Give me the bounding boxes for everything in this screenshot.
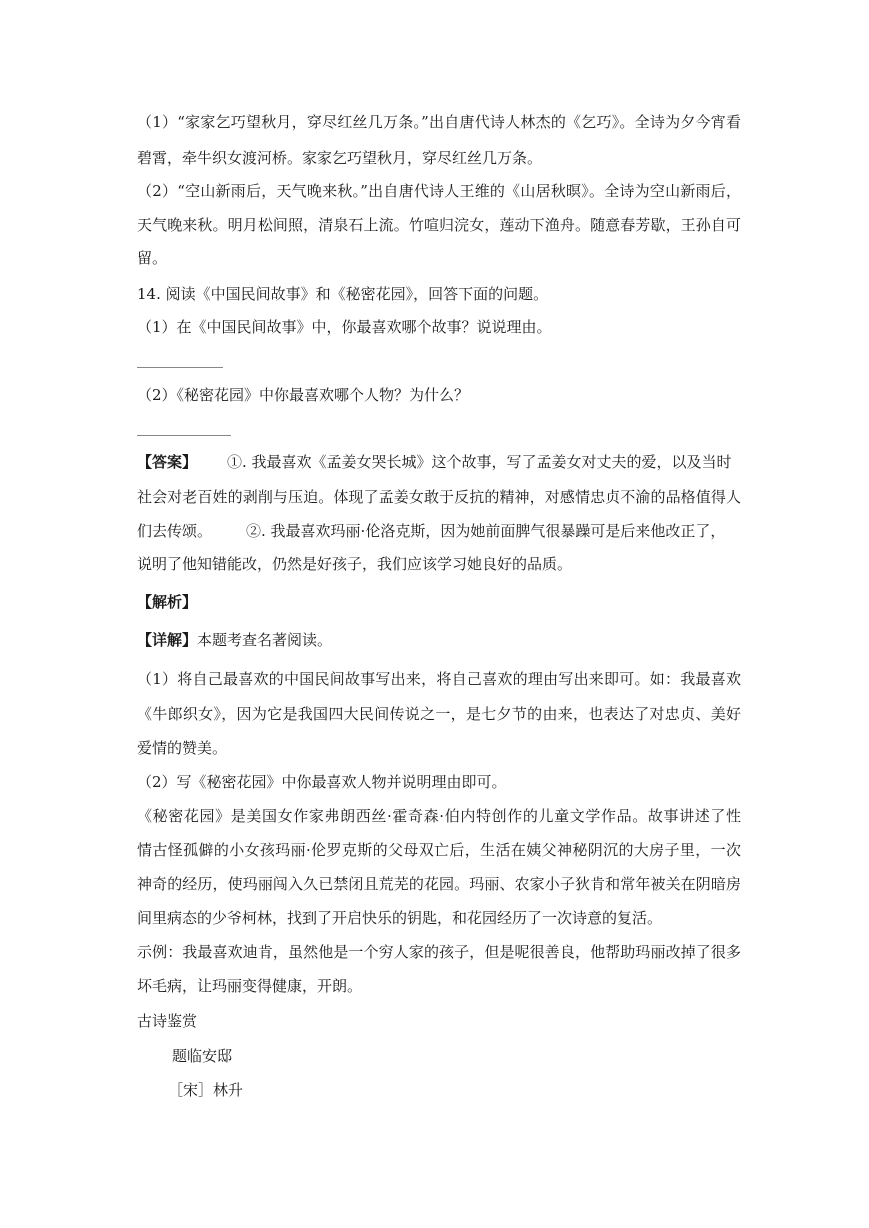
note2-line3: 留。 xyxy=(137,249,168,267)
answer-label: 【答案】 xyxy=(137,453,198,471)
answer-blank-line-2 xyxy=(137,435,231,436)
poem-section-heading: 古诗鉴赏 xyxy=(137,1012,198,1030)
analysis-p2: （2）写《秘密花园》中你最喜欢人物并说明理由即可。 xyxy=(137,773,507,791)
answer-text-3b: ②. 我最喜欢玛丽·伦洛克斯，因为她前面脾气很暴躁可是后来他改正了， xyxy=(246,522,726,540)
analysis-p3-line1: 《秘密花园》是美国女作家弗朗西丝·霍奇森·伯内特创作的儿童文学作品。故事讲述了性 xyxy=(137,807,741,825)
analysis-p3-line3: 神奇的经历，使玛丽闯入久已禁闭且荒芜的花园。玛丽、农家小子狄肯和常年被关在阴暗房 xyxy=(137,875,741,893)
analysis-p1-line1: （1）将自己最喜欢的中国民间故事写出来，将自己喜欢的理由写出来即可。如：我最喜欢 xyxy=(137,670,741,688)
answer-line1 xyxy=(137,452,732,472)
note2-line1: （2）“空山新雨后，天气晚来秋。”出自唐代诗人王维的《山居秋暝》。全诗为空山新雨后， xyxy=(137,182,741,200)
answer-line4: 说明了他知错能改，仍然是好孩子，我们应该学习她良好的品质。 xyxy=(137,555,573,573)
answer-line3 xyxy=(137,521,725,541)
question-14-sub1: （1）在《中国民间故事》中，你最喜欢哪个故事？说说理由。 xyxy=(137,318,552,336)
answer-text-1: ①. 我最喜欢《孟姜女哭长城》这个故事，写了孟姜女对丈夫的爱，以及当时 xyxy=(227,453,732,471)
analysis-label: 【解析】 xyxy=(137,593,198,611)
analysis-p3-line4: 间里病态的少爷柯林，找到了开启快乐的钥匙，和花园经历了一次诗意的复活。 xyxy=(137,909,663,927)
detail-text: 本题考查名著阅读。 xyxy=(197,631,333,649)
analysis-p4-line1: 示例：我最喜欢迪肯，虽然他是一个穷人家的孩子，但是呢很善良，他帮助玛丽改掉了很多 xyxy=(137,943,741,961)
answer-line2: 社会对老百姓的剥削与压迫。体现了孟姜女敢于反抗的精神，对感情忠贞不渝的品格值得人 xyxy=(137,488,741,506)
poem-author: ［宋］林升 xyxy=(168,1081,244,1099)
note2-line2: 天气晚来秋。明月松间照，清泉石上流。竹喧归浣女，莲动下渔舟。随意春芳歇，王孙自可 xyxy=(137,216,741,234)
question-14-stem: 14. 阅读《中国民间故事》和《秘密花园》，回答下面的问题。 xyxy=(137,285,549,303)
answer-blank-line-1 xyxy=(137,367,223,368)
detail-line xyxy=(137,630,332,650)
note1-line1: （1）“家家乞巧望秋月，穿尽红丝几万条。”出自唐代诗人林杰的《乞巧》。全诗为夕今宵看 xyxy=(137,113,741,131)
analysis-p3-line2: 情古怪孤僻的小女孩玛丽·伦罗克斯的父母双亡后，生活在姨父神秘阴沉的大房子里，一次 xyxy=(137,841,741,859)
analysis-p1-line2: 《牛郎织女》，因为它是我国四大民间传说之一，是七夕节的由来，也表达了对忠贞、美好 xyxy=(137,705,741,723)
answer-text-3a: 们去传颂。 xyxy=(137,522,213,540)
analysis-p4-line2: 坏毛病，让玛丽变得健康，开朗。 xyxy=(137,977,363,995)
note1-line2: 碧霄，牵牛织女渡河桥。家家乞巧望秋月，穿尽红丝几万条。 xyxy=(137,149,543,167)
analysis-p1-line3: 爱情的赞美。 xyxy=(137,739,228,757)
poem-title: 题临安邸 xyxy=(172,1047,233,1065)
question-14-sub2: （2）《秘密花园》中你最喜欢哪个人物？为什么？ xyxy=(137,386,470,404)
detail-label: 【详解】 xyxy=(137,631,198,649)
